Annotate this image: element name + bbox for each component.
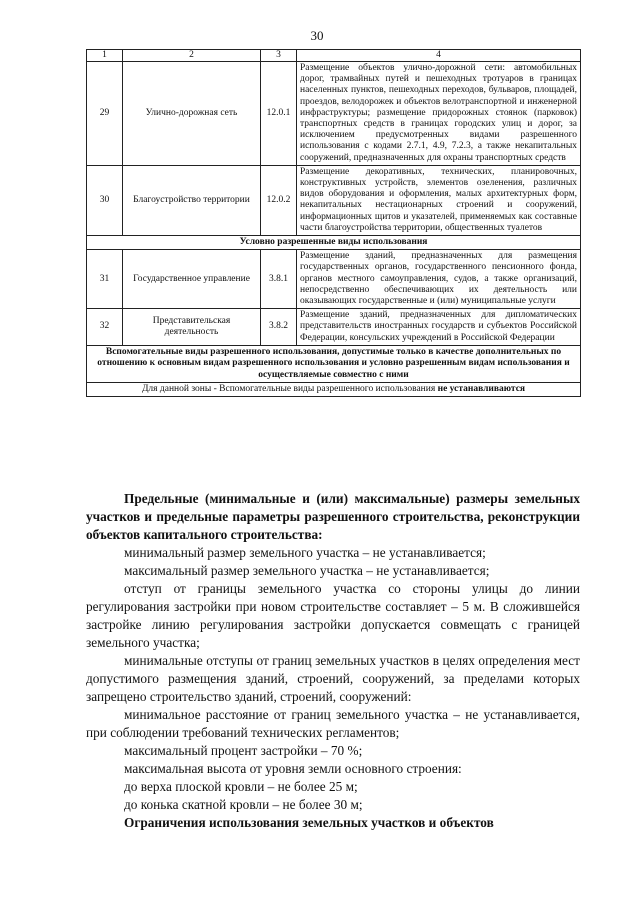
row-number: 32 bbox=[87, 309, 123, 346]
header-cell: 4 bbox=[297, 50, 581, 62]
use-code: 3.8.1 bbox=[261, 250, 297, 309]
paragraph: максимальный размер земельного участка – не устанавливается; bbox=[124, 563, 490, 578]
use-code: 12.0.2 bbox=[261, 165, 297, 235]
auxiliary-note-bold: не устанавливаются bbox=[437, 384, 526, 395]
header-cell: 3 bbox=[261, 50, 297, 62]
use-name: Благоустройство территории bbox=[123, 165, 261, 235]
use-name: Представительская деятельность bbox=[123, 309, 261, 346]
body-text bbox=[86, 490, 580, 832]
page-number: 30 bbox=[310, 28, 324, 43]
paragraph: минимальное расстояние от границ земельного участка – не устанавливается, при соблюдении требований технических регламентов; bbox=[86, 707, 580, 740]
table-header-row bbox=[87, 50, 581, 62]
use-description: Размещение декоративных, технических, планировочных, конструктивных устройств, элементов озеленения, различных видов оборудования и оформления, малых архитектурных форм, некапитальных нестационарных строений и сооружений, информационных щитов и указателей, применяемых как составные части благоустройства территории, общественных туалетов bbox=[297, 165, 581, 235]
table-row bbox=[87, 165, 581, 235]
paragraph: минимальный размер земельного участка – не устанавливается; bbox=[124, 545, 486, 560]
section-header-row bbox=[87, 236, 581, 250]
paragraph: минимальные отступы от границ земельных участков в целях определения мест допустимого размещения зданий, строений, сооружений, за пределами которых запрещено строительство зданий, строений, сооружений: bbox=[86, 653, 580, 704]
use-description: Размещение объектов улично-дорожной сети: автомобильных дорог, трамвайных путей и пешеходных тротуаров в границах населенных пунктов, пешеходных переходов, бульваров, площадей, проездов, велодорожек и объектов велотранспортной и инженерной инфраструктуры; размещение придорожных стоянок (парковок) транспортных средств в границах городских улиц и дорог, за исключением предусмотренных видами разрешенного использования с кодами 2.7.1, 4.9, 7.2.3, а также некапитальных сооружений, предназначенных для охраны транспортных средств bbox=[297, 62, 581, 166]
header-cell: 1 bbox=[87, 50, 123, 62]
paragraph: до верха плоской кровли – не более 25 м; bbox=[124, 779, 358, 794]
use-description: Размещение зданий, предназначенных для дипломатических представительств иностранных государств и субъектов Российской Федерации, консульских учреждений в Российской Федерации bbox=[297, 309, 581, 346]
use-name: Государственное управление bbox=[123, 250, 261, 309]
table-row bbox=[87, 309, 581, 346]
section-note-row bbox=[87, 383, 581, 397]
use-description: Размещение зданий, предназначенных для размещения государственных органов, государственного пенсионного фонда, органов местного самоуправления, судов, а также организаций, непосредственно обеспечивающих их деятельность или оказывающих государственные и (или) муниципальные услуги bbox=[297, 250, 581, 309]
section-heading: Предельные (минимальные и (или) максимальные) размеры земельных участков и предельные параметры разрешенного строительства, реконструкции объектов капитального строительства: bbox=[86, 491, 580, 542]
section-heading: Ограничения использования земельных участков и объектов bbox=[124, 815, 494, 830]
use-code: 3.8.2 bbox=[261, 309, 297, 346]
auxiliary-uses-header: Вспомогательные виды разрешенного использования, допустимые только в качестве дополнительных по отношению к основным видам разрешенного использования и условно разрешенным видам использования и осуществляемые совместно с ними bbox=[87, 345, 581, 382]
auxiliary-note-text: Для данной зоны - Вспомогательные виды разрешенного использования bbox=[141, 384, 438, 395]
auxiliary-uses-note bbox=[87, 383, 581, 397]
paragraph: максимальная высота от уровня земли основного строения: bbox=[124, 761, 462, 776]
row-number: 29 bbox=[87, 62, 123, 166]
header-cell: 2 bbox=[123, 50, 261, 62]
paragraph: отступ от границы земельного участка со стороны улицы до линии регулирования застройки при новом строительстве составляет – 5 м. В сложившейся застройке линию регулирования застройки допускается совмещать с границей земельного участка; bbox=[86, 581, 580, 650]
land-use-table bbox=[86, 49, 581, 397]
use-name: Улично-дорожная сеть bbox=[123, 62, 261, 166]
section-header-row bbox=[87, 345, 581, 382]
paragraph: максимальный процент застройки – 70 %; bbox=[124, 743, 363, 758]
row-number: 31 bbox=[87, 250, 123, 309]
paragraph: до конька скатной кровли – не более 30 м; bbox=[124, 797, 363, 812]
table-row bbox=[87, 62, 581, 166]
use-code: 12.0.1 bbox=[261, 62, 297, 166]
conditional-uses-header: Условно разрешенные виды использования bbox=[87, 236, 581, 250]
table-row bbox=[87, 250, 581, 309]
row-number: 30 bbox=[87, 165, 123, 235]
